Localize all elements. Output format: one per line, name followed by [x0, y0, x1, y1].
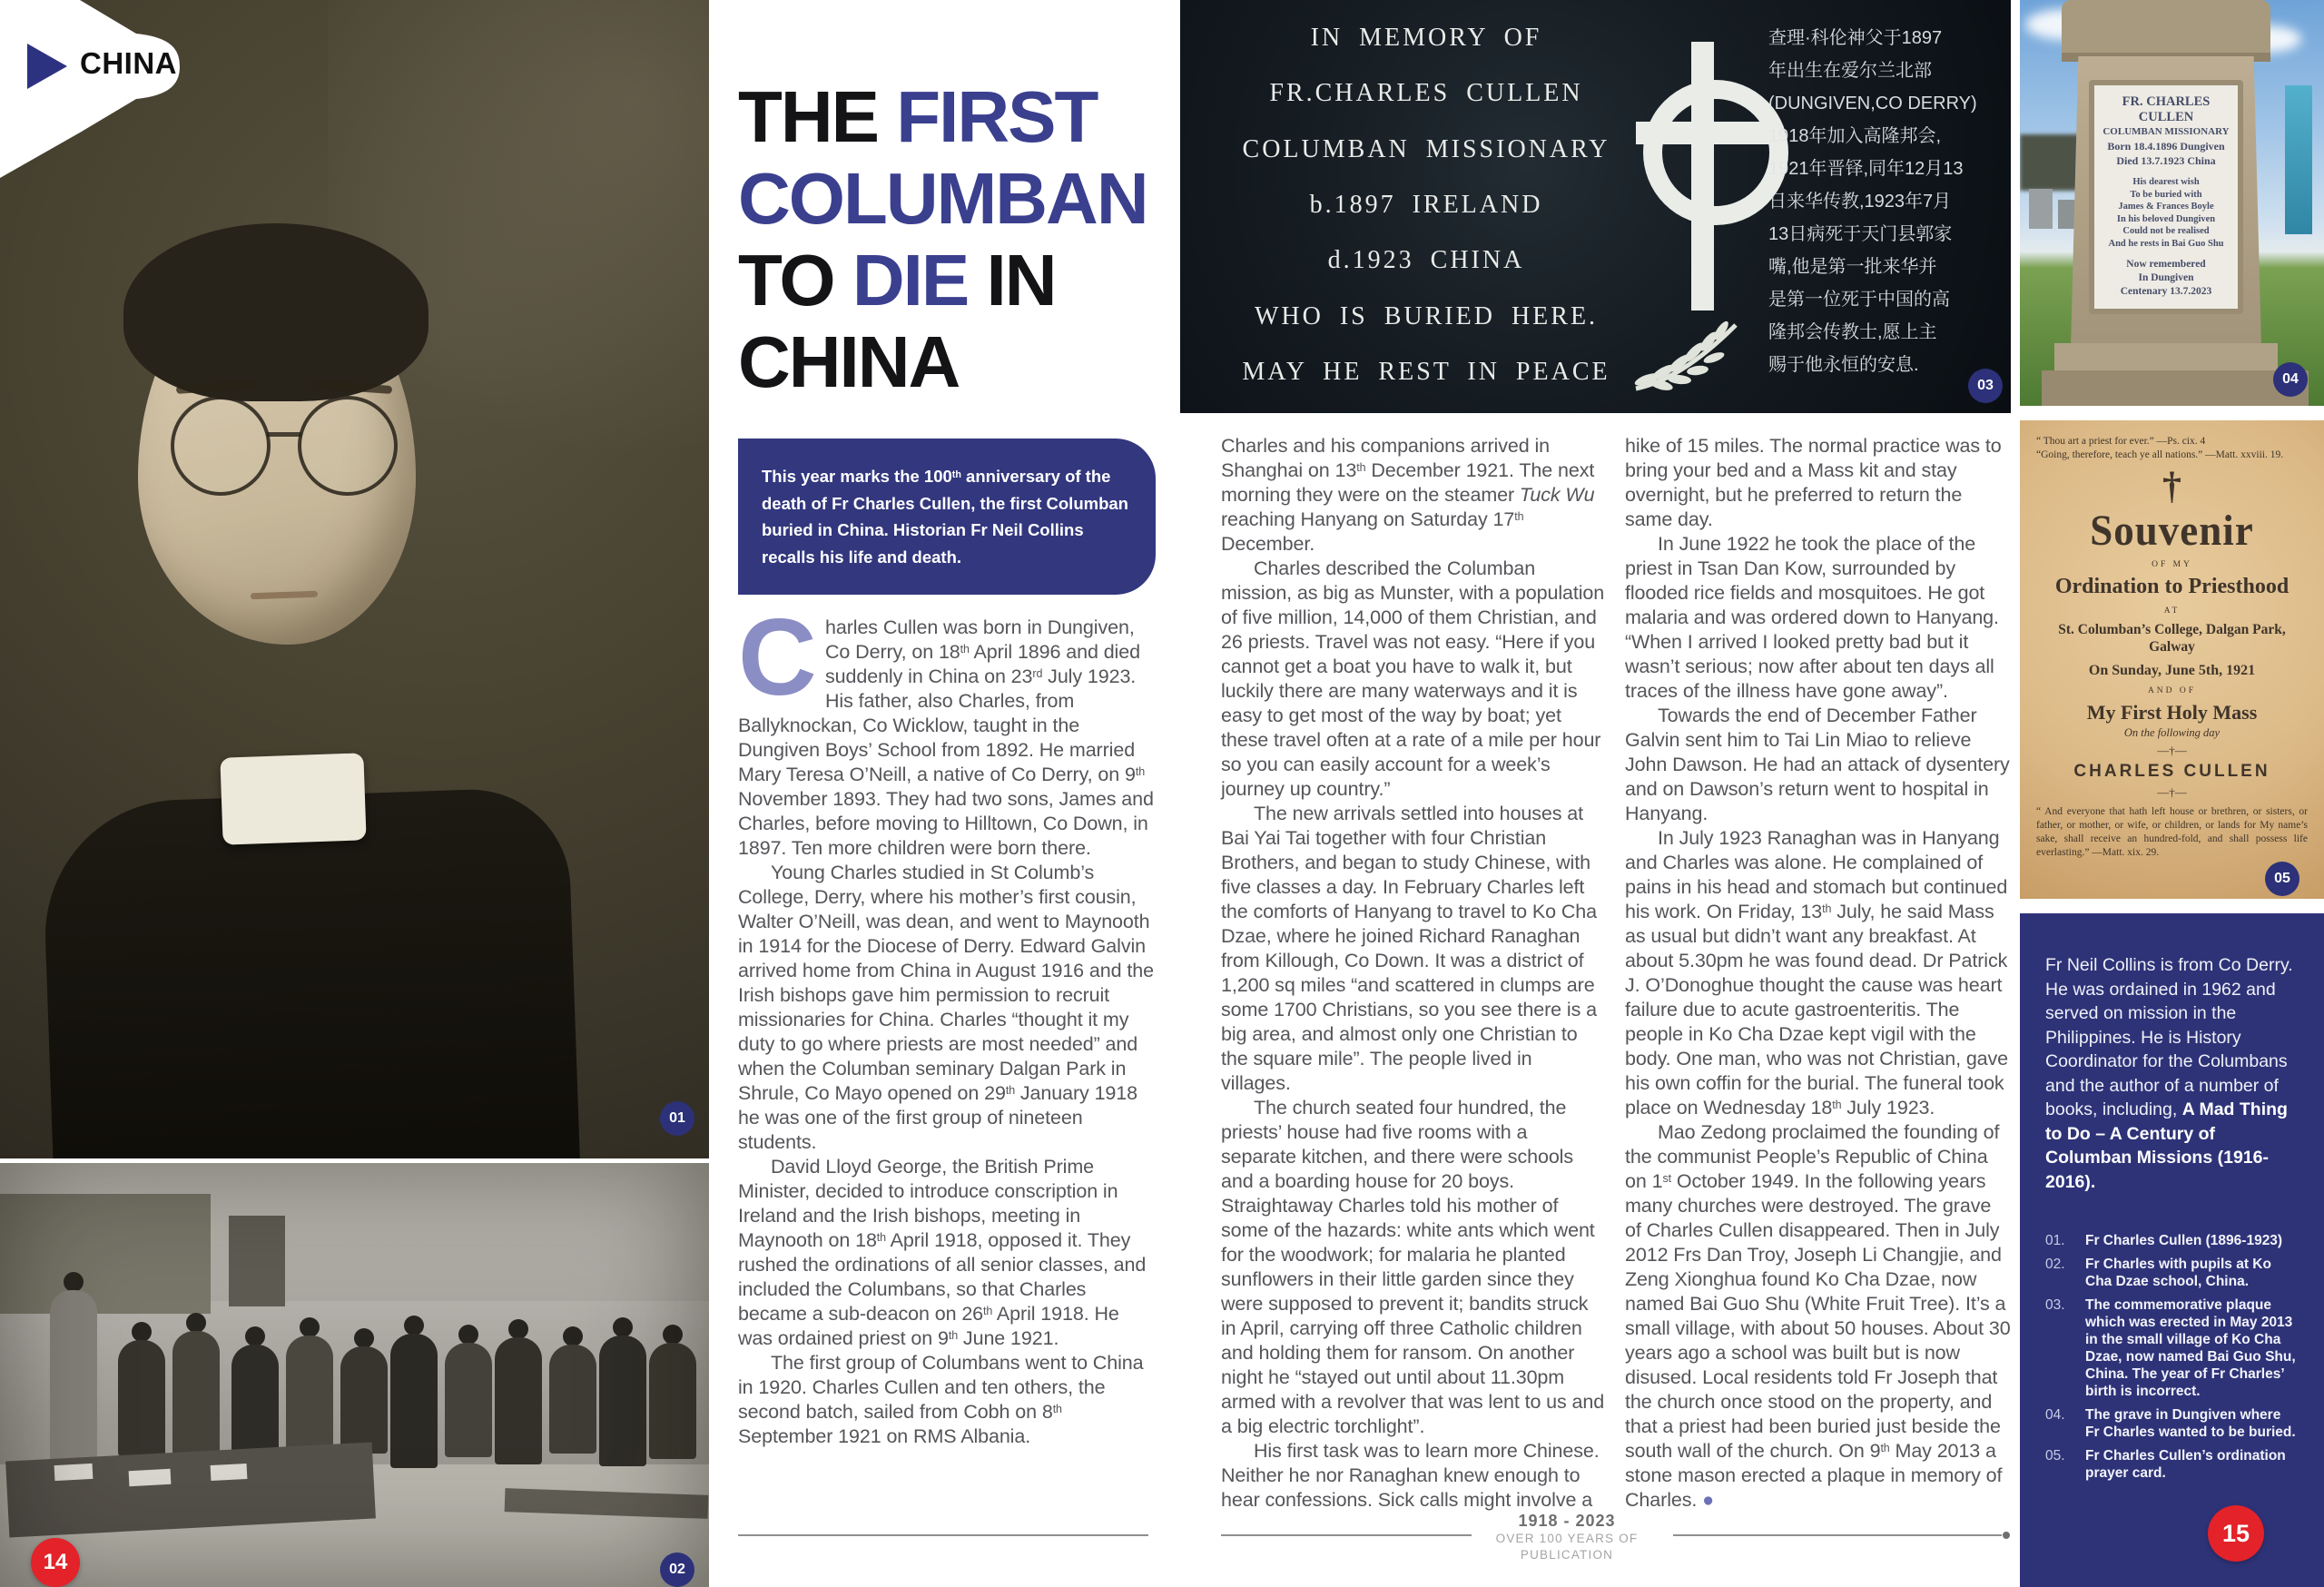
plaque-cn-line: 是第一位死于中国的高	[1768, 290, 1950, 310]
monument-base	[2054, 343, 2278, 374]
photo-vignette	[0, 1163, 709, 1587]
round-glasses	[171, 396, 398, 496]
plaque-english-text	[1206, 24, 1647, 387]
priest-hair	[123, 223, 428, 401]
celtic-cross-icon	[1641, 42, 1761, 310]
plaque-cn-line: 赐于他永恒的安息.	[1768, 355, 1919, 375]
clerical-collar	[220, 753, 366, 844]
card-college: St. Columban’s College, Dalgan Park, Galway	[2058, 622, 2286, 655]
footer-tagline: OVER 100 YEARS OF PUBLICATION	[1495, 1532, 1639, 1562]
glasses-lens	[171, 396, 271, 496]
card-subtitle: Ordination to Priesthood	[2054, 575, 2290, 598]
caption-item: 04. The grave in Dungiven where Fr Charles wanted to be buried.	[2045, 1407, 2296, 1440]
paragraph: In July 1923 Ranaghan was in Hanyang and Charles was alone. He complained of pains in his head and stomach but continued his work. On Friday, 13th July, he said Mass as usual but didn’t want any breakfast. At about 5.30pm he was found dead. Dr Patrick J. O’Donoghue thought the cause was heart failure due to acute gastroenteritis. The people in Ko Cha Dzae kept vigil with the body. One man, who was not Christian, gave his own coffin for the burial. The funeral took place on Wednesday 18th July 1923.	[1625, 827, 2009, 1119]
photo-school-pupils	[0, 1163, 709, 1587]
monument-cap	[2062, 0, 2270, 62]
footer-rule	[1221, 1534, 1472, 1536]
page-number-right: 15	[2208, 1505, 2264, 1562]
footer-rule	[1673, 1534, 2002, 1536]
card-small-text: AND OF	[2147, 686, 2197, 695]
caption-item: 05. Fr Charles Cullen’s ordination prayer card.	[2045, 1448, 2286, 1481]
plaque-cn-line: 隆邦会传教士,愿上主	[1768, 322, 1937, 342]
photo-number-badge: 01	[660, 1101, 694, 1136]
photo-memorial-plaque	[1180, 0, 2011, 413]
standfirst-text: This year marks the 100th anniversary of the death of Fr Charles Cullen, the first Columban buried in China. Historian Fr Neil Collins recalls his life and death.	[762, 467, 1128, 567]
gravestone	[2058, 200, 2076, 229]
page-number-left: 14	[31, 1538, 80, 1587]
section-tab-china	[0, 0, 194, 182]
grave-line: Died 13.7.1923 China	[2116, 154, 2216, 167]
cross-separator: —†—	[2157, 785, 2187, 799]
photo-number-badge: 05	[2265, 862, 2299, 896]
grave-wish-lines: His dearest wish To be buried with James & Frances Boyle In his beloved Dungiven Could not be realised And he rests in Bai Guo Shu	[2108, 177, 2224, 249]
article-headline	[738, 76, 1160, 403]
monument-base	[2042, 370, 2309, 406]
article-column-3	[1625, 434, 2011, 1513]
photo-grave-dungiven	[2020, 0, 2324, 406]
grave-remembrance-lines: Now remembered In Dungiven Centenary 13.7.2023	[2120, 259, 2212, 297]
card-following-day: On the following day	[2123, 726, 2221, 739]
card-small-text: OF MY	[2152, 560, 2192, 569]
article-column-2	[1221, 434, 1607, 1513]
plaque-cn-line: 查理·科伦神父于1897	[1768, 28, 1943, 48]
plaque-line: IN MEMORY OF	[1310, 24, 1542, 52]
plaque-cn-line: 1921年晋铎,同年12月13	[1768, 159, 1964, 179]
headline-line: TO DIE IN	[738, 240, 1056, 320]
paragraph: The new arrivals settled into houses at Bai Yai Tai together with four Christian Brothers, and began to study Chinese, with five classes a day. In February Charles left the comforts of Hanyang to travel to Ko Cha Dzae, where he joined Richard Ranaghan from Killough, Co Down. It was a district of 1,200 sq miles “and scattered in clumps are some 1700 Christians, so you see there is a big area, and almost only one Christian to the square mile”. The people lived in villages.	[1221, 803, 1597, 1094]
plaque-cn-line: 嘴,他是第一批来华并	[1768, 257, 1937, 277]
plaque-line: d.1923 CHINA	[1327, 246, 1525, 275]
footer-rule-dot	[2003, 1532, 2010, 1539]
card-name: CHARLES CULLEN	[2073, 762, 2270, 781]
plaque-line: WHO IS BURIED HERE.	[1254, 301, 1599, 330]
glasses-bridge	[267, 432, 301, 437]
article-column-1	[738, 596, 1156, 1449]
marble-inscription-panel	[2089, 80, 2243, 314]
photo-captions-list	[2045, 1232, 2299, 1482]
headline-line: THE FIRST	[738, 76, 1098, 157]
gravestone	[2029, 189, 2053, 229]
headline-line: COLUMBAN	[738, 158, 1147, 239]
cross-separator: —†—	[2157, 744, 2187, 757]
plaque-cn-line: 年出生在爱尔兰北部	[1768, 61, 1932, 81]
card-title: Souvenir	[2090, 506, 2254, 555]
plaque-chinese-text	[1768, 22, 2001, 381]
footer-centenary	[1469, 1511, 1665, 1563]
tab-ribbon-shape	[0, 0, 194, 182]
plaque-cn-line: 13日病死于天门县郭家	[1768, 224, 1953, 244]
paragraph: Mao Zedong proclaimed the founding of the communist People’s Republic of China on 1st October 1949. In the following years many churches were destroyed. The grave of Charles Cullen disappeared. Then in July 2012 Frs Dan Troy, Joseph Li Changjie, and Zeng Xionghua found Ko Cha Dzae, now named Bai Guo Shu (White Fruit Tree). It’s a small village, with about 50 houses. About 30 years ago a school was built but is now disused. Local residents told Fr Joseph that the church once stood on the property, and that a priest had been buried just beside the south wall of the church. On 9th May 2013 a stone mason erected a plaque in memory of Charles. ●	[1625, 1121, 2011, 1511]
paragraph: Charles and his companions arrived in Shanghai on 13th December 1921. The next morning they were on the steamer Tuck Wu reaching Hanyang on Saturday 17th December.	[1221, 435, 1595, 555]
caption-item: 02. Fr Charles with pupils at Ko Cha Dzae school, China.	[2045, 1257, 2271, 1289]
plaque-cn-line: (DUNGIVEN,CO DERRY)	[1768, 94, 1977, 113]
card-quote: “ Thou art a priest for ever.” —Ps. cix. 4	[2036, 436, 2206, 447]
bio-text: Fr Neil Collins is from Co Derry. He was ordained in 1962 and served on mission in the Philippines. He is History Coordinator for the Columbans and the author of a number of books, including,	[2045, 955, 2293, 1119]
caption-item: 03. The commemorative plaque which was erected in May 2013 in the small village of Ko Cha Dzae, now named Bai Guo Shu, China. The year of Fr Charles’ birth is incorrect.	[2045, 1297, 2296, 1399]
card-date: On Sunday, June 5th, 1921	[2088, 663, 2256, 678]
paragraph: The first group of Columbans went to China in 1920. Charles Cullen and ten others, the second batch, sailed from Cobh on 8th September 1921 on RMS Albania.	[738, 1352, 1144, 1447]
footer-rule	[738, 1534, 1148, 1536]
caption-item: 01. Fr Charles Cullen (1896-1923)	[2045, 1233, 2283, 1248]
author-bio	[2045, 953, 2299, 1194]
plaque-line: MAY HE REST IN PEACE	[1242, 357, 1610, 386]
card-quote: “ And everyone that hath left house or brethren, or sisters, or father, or mother, or wife, or children, or lands for My name’s sake, shall receive an hundred-fold, and shall possess life everlasting.” —Matt. xix. 29.	[2036, 806, 2308, 858]
card-mass: My First Holy Mass	[2086, 701, 2258, 724]
grave-line: COLUMBAN MISSIONARY	[2102, 126, 2230, 137]
paragraph: hike of 15 miles. The normal practice was to bring your bed and a Mass kit and stay overnight, but he preferred to return the same day.	[1625, 435, 2002, 530]
paragraph: David Lloyd George, the British Prime Minister, decided to introduce conscription in Ireland and the Irish bishops, meeting in Maynooth on 18th April 1918, opposed it. They rushed the ordinations of all senior classes, and included the Columbans, so that Charles became a sub-deacon on 26th April 1918. He was ordained priest on 9th June 1921.	[738, 1156, 1147, 1349]
paragraph: Charles Cullen was born in Dungiven, Co Derry, on 18th April 1896 and died suddenly in China on 23rd July 1923. His father, also Charles, from Ballyknockan, Co Wicklow, taught in the Dungiven Boys’ School from 1892. He married Mary Teresa O’Neill, a native of Co Derry, on 9th November 1893. They had two sons, James and Charles, before moving to Hilltown, Co Down, in 1897. Ten more children were born there.	[738, 596, 1154, 859]
card-quote: “Going, therefore, teach ye all nations.” —Matt. xxviii. 19.	[2036, 449, 2284, 460]
standfirst-box	[738, 439, 1156, 595]
grave-line: Born 18.4.1896 Dungiven	[2107, 140, 2225, 153]
photo-ordination-prayer-card	[2020, 420, 2324, 899]
photo-number-badge: 03	[1968, 369, 2003, 403]
plaque-line: FR.CHARLES CULLEN	[1269, 79, 1583, 108]
grave-name: FR. CHARLES CULLEN	[2122, 94, 2211, 124]
bio-book-title: A Mad Thing to Do – A Century of Columban Missions (1916-2016).	[2045, 1099, 2288, 1192]
blue-monument	[2285, 85, 2312, 234]
headline-line: CHINA	[738, 321, 960, 402]
section-tab-label: CHINA	[80, 46, 177, 80]
author-sidebar	[2020, 913, 2324, 1587]
cross-icon: †	[2162, 466, 2181, 508]
priest-cassock	[41, 786, 580, 1158]
glasses-lens	[298, 396, 398, 496]
laurel-branch-icon	[1627, 289, 1763, 402]
card-small-text: AT	[2163, 606, 2181, 616]
paragraph: The church seated four hundred, the priests’ house had five rooms with a separate kitchen, and there were schools and a boarding house for 20 boys. Straightaway Charles told his mother of some of the hazards: white ants which went for the woodwork; for malaria he planted sunflowers in their little garden since they were supposed to prevent it; bandits struck in April, carrying off three Catholic children and holding them for ransom. On another night he “stayed out until about 11.30pm armed with a revolver that was lent to us and a big electric torchlight”.	[1221, 1097, 1605, 1437]
paragraph: Young Charles studied in St Columb’s College, Derry, where his mother’s first cousin, Walter O’Neill, was dean, and went to Maynooth in 1914 for the Diocese of Derry. Edward Galvin arrived home from China in August 1916 and the Irish bishops gave him permission to recruit missionaries for China. Charles “thought it my duty to go where priests are most needed” and when the Columban seminary Dalgan Park in Shrule, Co Mayo opened on 29th January 1918 he was one of the first group of nineteen students.	[738, 862, 1154, 1153]
photo-number-badge: 04	[2273, 362, 2308, 397]
plaque-cn-line: 日来华传教,1923年7月	[1768, 192, 1952, 212]
plaque-cn-line: 1918年加入高隆邦会,	[1768, 126, 1942, 146]
footer-years: 1918 - 2023	[1518, 1512, 1616, 1530]
plaque-line: COLUMBAN MISSIONARY	[1242, 134, 1610, 163]
photo-number-badge: 02	[660, 1552, 694, 1587]
drop-cap: C	[738, 596, 817, 718]
paragraph: Towards the end of December Father Galvin sent him to Tai Lin Miao to relieve John Dawson. He had an attack of dysentery and on Dawson’s return went to hospital in Hanyang.	[1625, 705, 2010, 824]
paragraph: In June 1922 he took the place of the priest in Tsan Dan Kow, surrounded by flooded rice fields and mosquitoes. He got malaria and was ordered down to Hanyang. “When I arrived I looked pretty bad but it wasn’t serious; now after about ten days all traces of the illness have gone away”.	[1625, 533, 1999, 702]
paragraph: His first task was to learn more Chinese. Neither he nor Ranaghan knew enough to hear confessions. Sick calls might involve a	[1221, 1440, 1600, 1511]
paragraph: Charles described the Columban mission, as big as Munster, with a population of five million, 14,000 of them Christian, and 26 priests. Travel was not easy. “Here if you cannot get a boat you have to walk it, but luckily there are many waterways and it is easy to get most of the way by boat; yet these travel often at a rate of a mile per hour so you can easily account for a week’s journey up country.”	[1221, 557, 1605, 800]
plaque-line: b.1897 IRELAND	[1309, 190, 1543, 219]
